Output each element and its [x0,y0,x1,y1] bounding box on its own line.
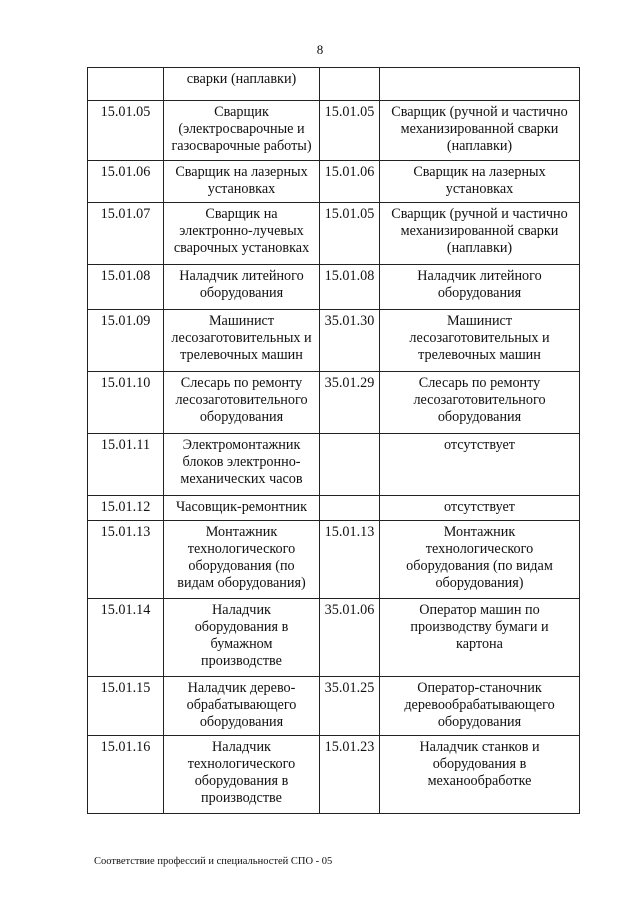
old-code-cell: 15.01.15 [88,677,164,736]
new-profession-cell: Слесарь по ремонту лесозаготовительного оборудования [380,372,580,434]
new-code-cell: 35.01.29 [320,372,380,434]
table-row [88,372,580,434]
table-row [88,434,580,496]
old-code-cell: 15.01.09 [88,310,164,372]
old-profession-cell: Сварщик (электросварочные и газосварочные работы) [164,101,320,161]
new-profession-cell: Оператор-станочник деревообрабатывающего оборудования [380,677,580,736]
table-row [88,677,580,736]
new-profession-cell: отсутствует [380,496,580,521]
new-code-cell: 35.01.06 [320,599,380,677]
table-body [88,68,580,814]
old-code-cell: 15.01.10 [88,372,164,434]
new-code-cell: 15.01.23 [320,736,380,814]
old-profession-cell: Часовщик-ремонтник [164,496,320,521]
old-profession-cell: Машинист лесозаготовительных и трелевочных машин [164,310,320,372]
old-profession-cell: Наладчик технологического оборудования в производстве [164,736,320,814]
old-code-cell: 15.01.05 [88,101,164,161]
old-profession-cell: Сварщик на электронно-лучевых сварочных установках [164,203,320,265]
old-profession-cell: Электромонтажник блоков электронно- механических часов [164,434,320,496]
correspondence-table [87,67,580,814]
table-row [88,496,580,521]
new-profession-cell: Наладчик литейного оборудования [380,265,580,310]
old-code-cell [88,68,164,101]
table-row [88,265,580,310]
new-code-cell [320,68,380,101]
new-profession-cell: Сварщик (ручной и частично механизированной сварки (наплавки) [380,101,580,161]
old-profession-cell: Наладчик литейного оборудования [164,265,320,310]
old-profession-cell: Слесарь по ремонту лесозаготовительного оборудования [164,372,320,434]
table-row [88,521,580,599]
new-code-cell: 15.01.05 [320,203,380,265]
new-code-cell: 35.01.30 [320,310,380,372]
old-profession-cell: Монтажник технологического оборудования (по видам оборудования) [164,521,320,599]
old-code-cell: 15.01.08 [88,265,164,310]
old-code-cell: 15.01.11 [88,434,164,496]
old-code-cell: 15.01.12 [88,496,164,521]
old-profession-cell: Сварщик на лазерных установках [164,161,320,203]
new-code-cell: 15.01.05 [320,101,380,161]
table-row [88,101,580,161]
old-profession-cell: Наладчик оборудования в бумажном производстве [164,599,320,677]
new-code-cell: 15.01.08 [320,265,380,310]
new-code-cell: 35.01.25 [320,677,380,736]
old-code-cell: 15.01.14 [88,599,164,677]
table-row [88,599,580,677]
old-code-cell: 15.01.06 [88,161,164,203]
table-row [88,203,580,265]
new-profession-cell: Монтажник технологического оборудования (по видам оборудования) [380,521,580,599]
old-code-cell: 15.01.13 [88,521,164,599]
old-profession-cell: сварки (наплавки) [164,68,320,101]
table-row [88,68,580,101]
new-profession-cell: отсутствует [380,434,580,496]
old-profession-cell: Наладчик дерево- обрабатывающего оборудования [164,677,320,736]
new-profession-cell: Машинист лесозаготовительных и трелевочных машин [380,310,580,372]
page-number: 8 [316,42,324,57]
new-profession-cell: Оператор машин по производству бумаги и картона [380,599,580,677]
table-row [88,310,580,372]
new-profession-cell: Наладчик станков и оборудования в механообработке [380,736,580,814]
table-row [88,161,580,203]
new-code-cell [320,434,380,496]
new-profession-cell: Сварщик (ручной и частично механизированной сварки (наплавки) [380,203,580,265]
new-profession-cell: Сварщик на лазерных установках [380,161,580,203]
new-profession-cell [380,68,580,101]
new-code-cell [320,496,380,521]
old-code-cell: 15.01.16 [88,736,164,814]
table-row [88,736,580,814]
new-code-cell: 15.01.06 [320,161,380,203]
new-code-cell: 15.01.13 [320,521,380,599]
old-code-cell: 15.01.07 [88,203,164,265]
footer-text: Соответствие профессий и специальностей СПО - 05 [94,856,333,867]
